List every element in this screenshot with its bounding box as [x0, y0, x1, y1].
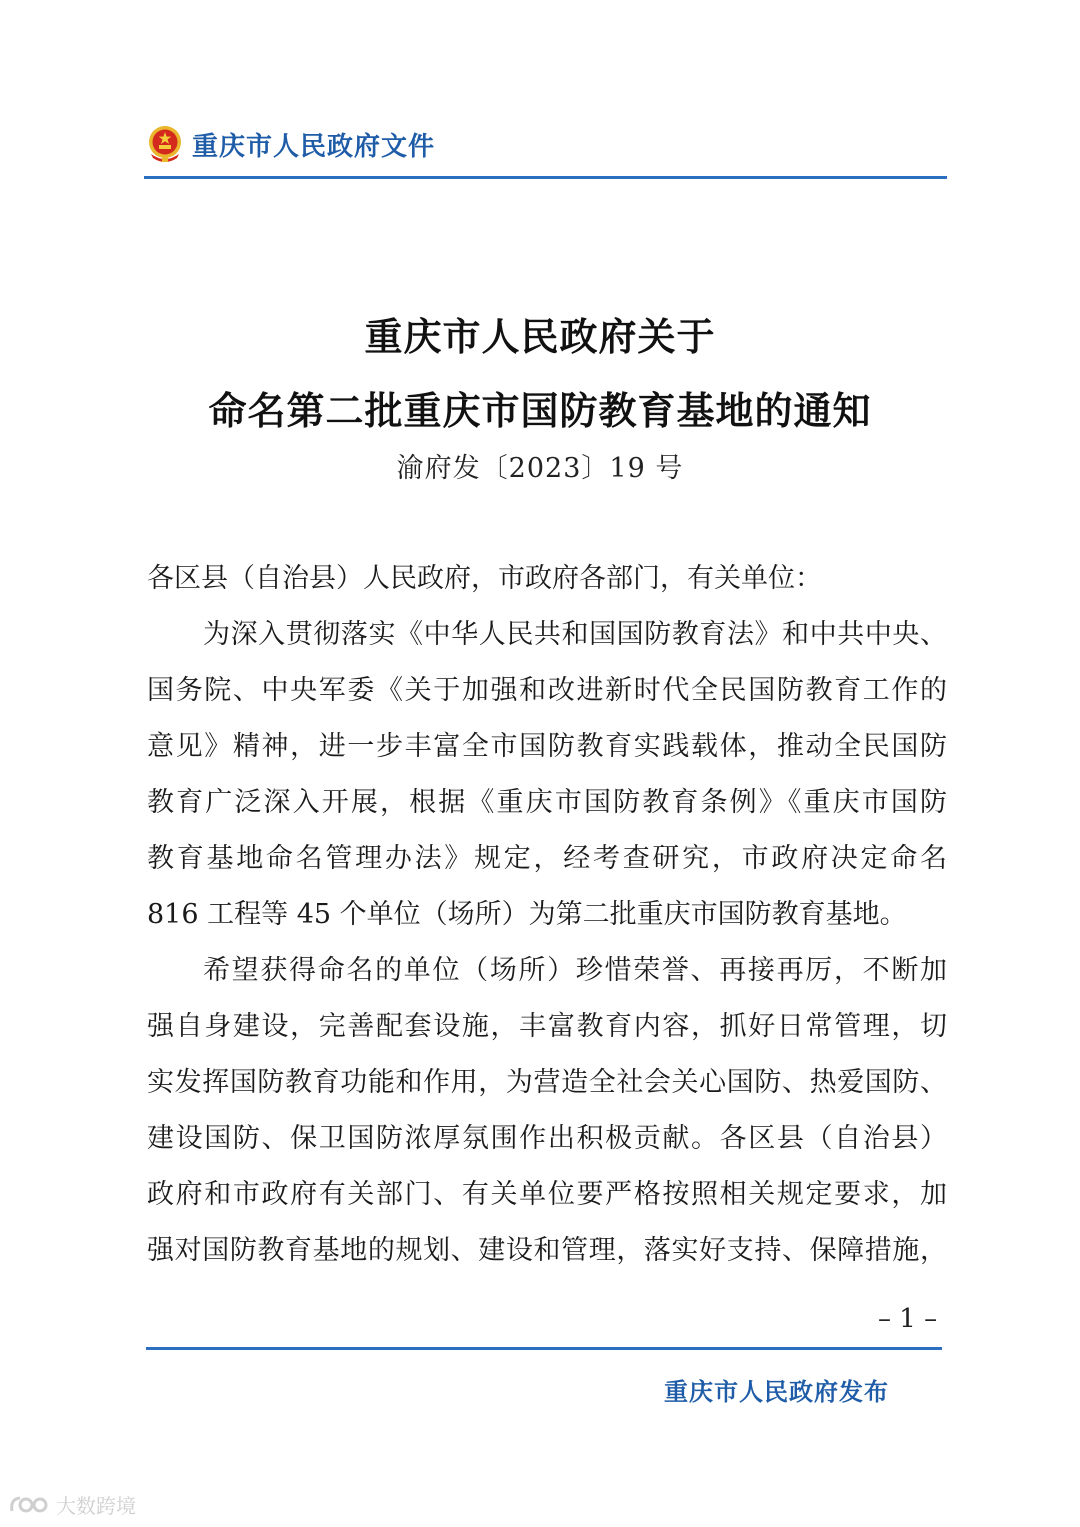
watermark-logo-icon [8, 1493, 52, 1517]
body-line: 为深入贯彻落实《中华人民共和国国防教育法》和中共中央、 [203, 619, 947, 650]
footer-divider [146, 1347, 942, 1350]
body-salutation: 各区县（自治县）人民政府，市政府各部门，有关单位： [147, 563, 822, 594]
document-title-line-2: 命名第二批重庆市国防教育基地的通知 [208, 388, 872, 433]
publisher-label: 重庆市人民政府发布 [664, 1378, 889, 1406]
national-emblem-icon [146, 124, 184, 164]
body-line: 希望获得命名的单位（场所）珍惜荣誉、再接再厉，不断加 [203, 955, 947, 986]
body-line: 强自身建设，完善配套设施，丰富教育内容，抓好日常管理，切 [147, 1011, 947, 1042]
header-divider [144, 176, 947, 179]
document-title-line-1: 重庆市人民政府关于 [364, 314, 716, 359]
body-line: 政府和市政府有关部门、有关单位要严格按照相关规定要求，加 [147, 1179, 947, 1210]
body-line: 816 工程等 45 个单位（场所）为第二批重庆市国防教育基地。 [147, 899, 907, 930]
body-line: 国务院、中央军委《关于加强和改进新时代全民国防教育工作的 [147, 675, 947, 706]
watermark [8, 1490, 136, 1519]
page-number: – 1 – [878, 1304, 938, 1334]
document-number: 渝府发〔2023〕19 号 [396, 453, 684, 484]
body-line: 教育广泛深入开展，根据《重庆市国防教育条例》《重庆市国防 [147, 787, 947, 818]
body-line: 实发挥国防教育功能和作用，为营造全社会关心国防、热爱国防、 [147, 1067, 947, 1098]
header-title: 重庆市人民政府文件 [192, 131, 436, 162]
body-line: 意见》精神，进一步丰富全市国防教育实践载体，推动全民国防 [147, 731, 947, 762]
body-line: 教育基地命名管理办法》规定，经考查研究，市政府决定命名 [147, 843, 947, 874]
document-header [146, 118, 435, 170]
body-line: 强对国防教育基地的规划、建设和管理，落实好支持、保障措施， [147, 1235, 947, 1266]
watermark-text: 大数跨境 [56, 1494, 136, 1518]
body-line: 建设国防、保卫国防浓厚氛围作出积极贡献。各区县（自治县） [147, 1123, 947, 1154]
